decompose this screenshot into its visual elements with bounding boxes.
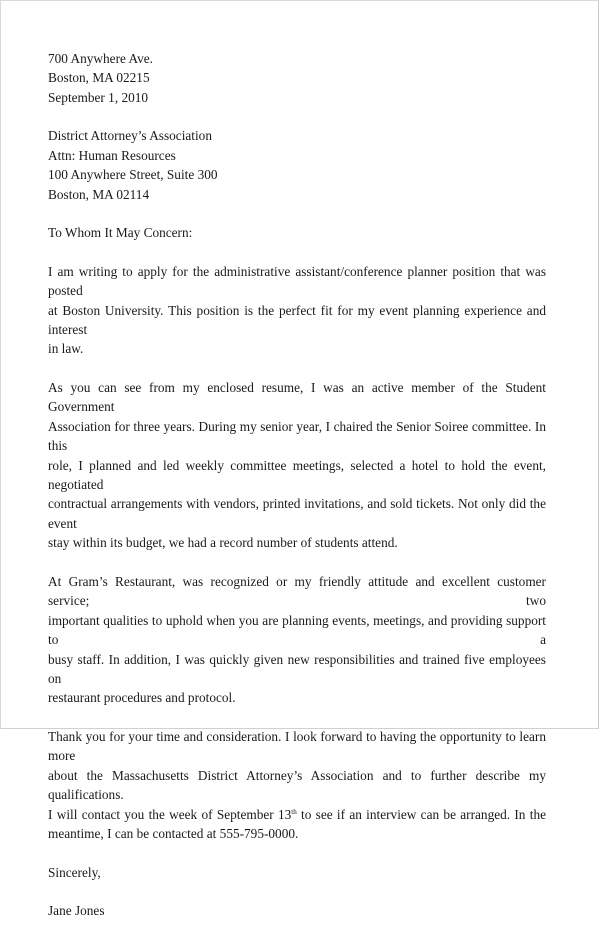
letter-date: September 1, 2010 <box>48 89 149 105</box>
sender-address-block <box>48 49 546 107</box>
recipient-attention: Attn: Human Resources <box>48 147 176 163</box>
paragraph-line: stay within its budget, we had a record number of students attend. <box>48 535 398 551</box>
sender-address-line1: 700 Anywhere Ave. <box>48 51 153 66</box>
paragraph-line: I am writing to apply for the administrative assistant/conference planner position that was posted <box>48 263 546 299</box>
salutation <box>48 223 546 242</box>
paragraph-line: restaurant procedures and protocol. <box>48 690 236 706</box>
paragraph-line: in law. <box>48 341 84 357</box>
signature <box>48 901 546 920</box>
paragraph-line: meantime, I can be contacted at 555-795-0000. <box>48 825 299 841</box>
paragraph-line: about the Massachusetts District Attorney’s Association and to further describe my qualifications. <box>48 767 546 803</box>
recipient-organization: District Attorney’s Association <box>48 128 212 144</box>
paragraph-line: As you can see from my enclosed resume, I was an active member of the Student Government <box>48 380 546 415</box>
paragraph-line: busy staff. In addition, I was quickly given new responsibilities and trained five employees on <box>48 651 546 686</box>
recipient-address-block <box>48 126 546 204</box>
sender-address-line2: Boston, MA 02215 <box>48 70 150 86</box>
paragraph-line: role, I planned and led weekly committee meetings, selected a hotel to hold the event, negotiated <box>48 457 546 493</box>
paragraph-line: At Gram’s Restaurant, was recognized or my friendly attitude and excellent customer service; two <box>48 573 546 609</box>
line-start: I will contact you the week of September 13 <box>48 806 292 822</box>
line-end: to see if an interview can be arranged. In the <box>296 806 546 822</box>
recipient-city-state-zip: Boston, MA 02114 <box>48 186 150 202</box>
ordinal-superscript: th <box>291 807 297 816</box>
paragraph-line-with-superscript <box>48 805 546 824</box>
paragraph-student-government <box>48 378 546 553</box>
recipient-street: 100 Anywhere Street, Suite 300 <box>48 167 218 183</box>
paragraph-line: Association for three years. During my senior year, I chaired the Senior Soiree committee. In this <box>48 418 546 454</box>
signature-name: Jane Jones <box>48 903 105 919</box>
paragraph-closing <box>48 727 546 843</box>
paragraph-intro <box>48 262 546 359</box>
cover-letter <box>48 49 546 940</box>
paragraph-line: at Boston University. This position is the perfect fit for my event planning experience and interest <box>48 302 546 338</box>
paragraph-restaurant <box>48 572 546 708</box>
closing <box>48 863 546 882</box>
paragraph-line: Thank you for your time and consideration. I look forward to having the opportunity to learn more <box>48 728 546 764</box>
closing-text: Sincerely, <box>48 864 101 880</box>
salutation-text: To Whom It May Concern: <box>48 225 193 241</box>
paragraph-line: important qualities to uphold when you are planning events, meetings, and providing support to a <box>48 612 546 648</box>
paragraph-line: contractual arrangements with vendors, printed invitations, and sold tickets. Not only did the event <box>48 496 546 531</box>
